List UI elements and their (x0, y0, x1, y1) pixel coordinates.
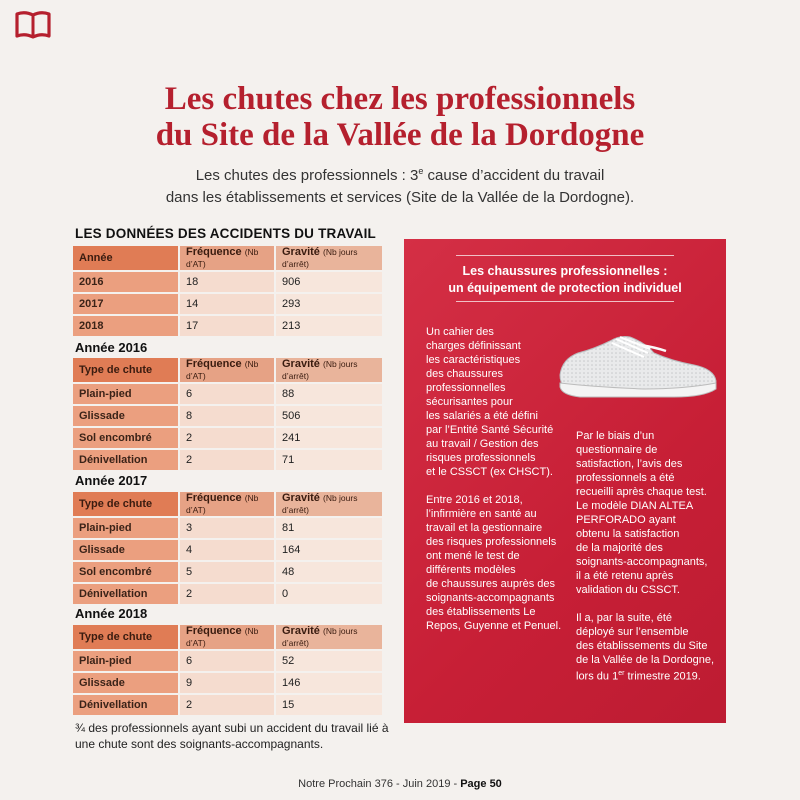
info-box (404, 239, 726, 723)
falls-table-2017 (73, 492, 384, 606)
subtitle-line-2: dans les établissements et services (Site de la Vallée de la Dordogne). (165, 189, 635, 206)
box-column-1 (426, 325, 576, 633)
severity-cell: 146 (275, 672, 383, 694)
table-header-row (73, 492, 383, 517)
box-paragraph-3: Par le biais d’un questionnaire de satisfaction, l’avis des professionnels a été recueilli après chaque test. Le modèle DIAN ALTEA PERFORADO ayant obtenu la satisfaction de la majorité des soignants-accompagnants, il a été retenu après validation du CSSCT. (576, 430, 708, 596)
table-header-row (73, 358, 383, 383)
fall-type-cell: Sol encombré (73, 561, 179, 583)
box-paragraph-4: Il a, par la suite, été déployé sur l’ensemble des établissements du Site de la Vallée de la Dordogne, lors du 1er trimestre 2019. (576, 612, 715, 683)
severity-cell: 88 (275, 383, 383, 405)
table-row (73, 427, 383, 449)
header-cell: Gravité (Nb jours d’arrêt) (275, 358, 383, 383)
year-cell: 2018 (73, 315, 179, 337)
header-cell: Fréquence (Nb d’AT) (179, 358, 275, 383)
section-heading: LES DONNÉES DES ACCIDENTS DU TRAVAIL (75, 226, 376, 241)
page-footer (0, 778, 800, 790)
table-row (73, 383, 383, 405)
table-row (73, 271, 383, 293)
fall-type-cell: Glissade (73, 672, 179, 694)
falls-table-2016 (73, 358, 384, 472)
box-title: Les chaussures professionnelles : un équipement de protection individuel (448, 264, 682, 295)
summary-table (73, 246, 384, 338)
table-row (73, 583, 383, 605)
table-row (73, 650, 383, 672)
table-row (73, 315, 383, 337)
frequency-cell: 2 (179, 694, 275, 716)
box-column-2 (576, 429, 721, 684)
table-row (73, 561, 383, 583)
subtitle (100, 160, 700, 209)
header-cell: Fréquence (Nb d’AT) (179, 625, 275, 650)
footnote: ¾ des professionnels ayant subi un accident du travail lié à une chute sont des soignants-accompagnants. (75, 721, 389, 751)
table-header-row (73, 625, 383, 650)
falls-table-2018 (73, 625, 384, 717)
frequency-cell: 3 (179, 517, 275, 539)
severity-cell: 71 (275, 449, 383, 471)
fall-type-cell: Glissade (73, 405, 179, 427)
year-cell: 2016 (73, 271, 179, 293)
severity-cell: 241 (275, 427, 383, 449)
footer-publication: Notre Prochain 376 - Juin 2019 - (298, 778, 461, 790)
table-row (73, 694, 383, 716)
year-heading-2016: Année 2016 (75, 340, 148, 355)
fall-type-cell: Glissade (73, 539, 179, 561)
severity-cell: 506 (275, 405, 383, 427)
box-paragraph-1: Un cahier des charges définissant les caractéristiques des chaussures professionnelles sécurisantes pour les salariés a été défini par l’Entité Santé Sécurité au travail / Gestion des risques professionnels et le CSSCT (ex CHSCT). (426, 326, 554, 478)
page-number: Page 50 (460, 778, 502, 790)
year-cell: 2017 (73, 293, 179, 315)
header-cell: Fréquence (Nb d’AT) (179, 246, 275, 271)
frequency-cell: 9 (179, 672, 275, 694)
fall-type-cell: Sol encombré (73, 427, 179, 449)
severity-cell: 48 (275, 561, 383, 583)
fall-type-cell: Plain-pied (73, 517, 179, 539)
frequency-cell: 6 (179, 383, 275, 405)
fall-type-cell: Dénivellation (73, 583, 179, 605)
severity-cell: 52 (275, 650, 383, 672)
year-heading-2017: Année 2017 (75, 473, 148, 488)
frequency-cell: 8 (179, 405, 275, 427)
severity-cell: 906 (275, 271, 383, 293)
divider (456, 255, 674, 256)
page-title-line-2: du Site de la Vallée de la Dordogne (155, 117, 645, 153)
severity-cell: 81 (275, 517, 383, 539)
header-cell: Type de chute (73, 625, 179, 650)
table-row (73, 449, 383, 471)
severity-cell: 293 (275, 293, 383, 315)
frequency-cell: 2 (179, 449, 275, 471)
header-cell: Fréquence (Nb d’AT) (179, 492, 275, 517)
severity-cell: 0 (275, 583, 383, 605)
header-cell: Type de chute (73, 492, 179, 517)
severity-cell: 213 (275, 315, 383, 337)
frequency-cell: 6 (179, 650, 275, 672)
table-row (73, 293, 383, 315)
severity-cell: 15 (275, 694, 383, 716)
frequency-cell: 2 (179, 583, 275, 605)
header-cell: Gravité (Nb jours d’arrêt) (275, 492, 383, 517)
page-title-line-1: Les chutes chez les professionnels (164, 81, 636, 117)
header-cell: Type de chute (73, 358, 179, 383)
divider (456, 301, 674, 302)
subtitle-line-1: Les chutes des professionnels : 3e cause d’accident du travail (195, 166, 605, 184)
table-row (73, 517, 383, 539)
header-cell: Gravité (Nb jours d’arrêt) (275, 246, 383, 271)
frequency-cell: 17 (179, 315, 275, 337)
frequency-cell: 2 (179, 427, 275, 449)
severity-cell: 164 (275, 539, 383, 561)
table-row (73, 405, 383, 427)
frequency-cell: 4 (179, 539, 275, 561)
frequency-cell: 5 (179, 561, 275, 583)
header-cell: Année (73, 246, 179, 271)
shoe-icon (554, 323, 724, 403)
open-book-icon (14, 10, 52, 40)
frequency-cell: 18 (179, 271, 275, 293)
box-paragraph-2: Entre 2016 et 2018, l’infirmière en santé au travail et la gestionnaire des risques professionnels ont mené le test de différents modèles de chaussures auprès des soignants-accompagnants des établissements Le Repos, Guyenne et Penuel. (426, 494, 562, 632)
table-row (73, 672, 383, 694)
frequency-cell: 14 (179, 293, 275, 315)
table-header-row (73, 246, 383, 271)
fall-type-cell: Dénivellation (73, 694, 179, 716)
table-row (73, 539, 383, 561)
year-heading-2018: Année 2018 (75, 606, 148, 621)
fall-type-cell: Plain-pied (73, 650, 179, 672)
fall-type-cell: Plain-pied (73, 383, 179, 405)
header-cell: Gravité (Nb jours d’arrêt) (275, 625, 383, 650)
fall-type-cell: Dénivellation (73, 449, 179, 471)
